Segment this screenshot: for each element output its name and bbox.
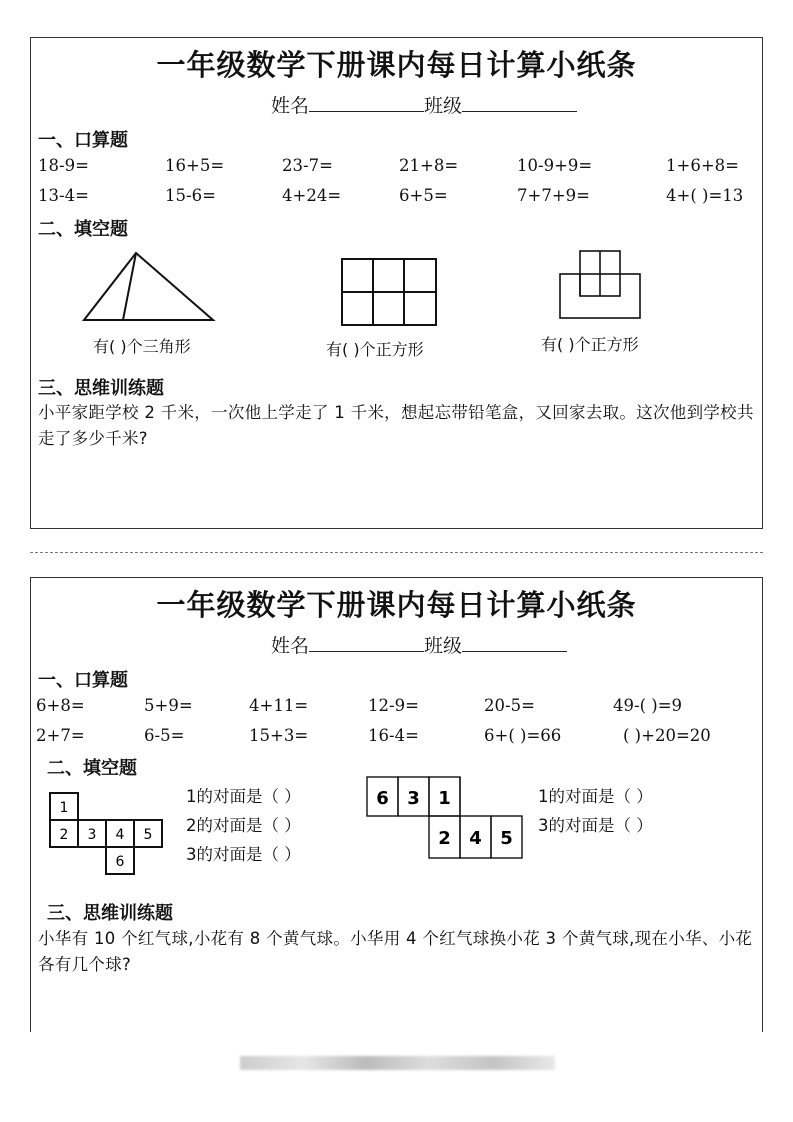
net1-question: 2的对面是（ ） xyxy=(186,816,301,835)
oral-item: 4+24= xyxy=(282,186,342,205)
blurred-footer-watermark xyxy=(240,1056,555,1070)
sheet-title: 一年级数学下册课内每日计算小纸条 xyxy=(156,588,637,622)
section-heading-fill: 二、填空题 xyxy=(47,758,137,779)
section-heading-thinking: 三、思维训练题 xyxy=(47,903,173,924)
oral-item: 1+6+8= xyxy=(666,156,739,175)
net2-cell: 6 xyxy=(376,788,389,809)
word-problem: 小平家距学校 2 千米，一次他上学走了 1 千米，想起忘带铅笔盒，又回家去取。这次他到学校共走了多少千米? xyxy=(38,403,754,448)
cube-net-1 xyxy=(49,792,167,876)
net2-cell: 5 xyxy=(500,828,513,849)
name-label: 姓名 xyxy=(271,95,310,117)
net1-cell: 1 xyxy=(59,800,69,816)
triangle-figure xyxy=(81,250,216,322)
oral-item: 49-( )=9 xyxy=(613,696,683,715)
oral-item: 16-4= xyxy=(368,726,419,745)
word-problem: 小华有 10 个红气球,小花有 8 个黄气球。小华用 4 个红气球换小花 3 个黄气球,现在小华、小花各有几个球? xyxy=(38,929,753,974)
section-heading-oral: 一、口算题 xyxy=(38,670,128,691)
class-blank[interactable] xyxy=(462,94,577,112)
net1-cell: 2 xyxy=(59,827,69,843)
oral-item: ( )+20=20 xyxy=(623,726,711,745)
name-blank[interactable] xyxy=(309,634,424,652)
oral-item: 15+3= xyxy=(249,726,309,745)
class-label: 班级 xyxy=(424,95,463,117)
cube-net-2 xyxy=(366,776,526,862)
oral-item: 10-9+9= xyxy=(517,156,593,175)
section-heading-oral: 一、口算题 xyxy=(38,130,128,151)
oral-item: 7+7+9= xyxy=(517,186,590,205)
oral-item: 13-4= xyxy=(38,186,89,205)
net1-question: 1的对面是（ ） xyxy=(186,787,301,806)
oral-item: 23-7= xyxy=(282,156,333,175)
class-label: 班级 xyxy=(424,635,463,657)
triangle-caption: 有( )个三角形 xyxy=(93,337,191,356)
oral-item: 18-9= xyxy=(38,156,89,175)
oral-item: 15-6= xyxy=(165,186,216,205)
oral-item: 5+9= xyxy=(144,696,193,715)
overlap-caption: 有( )个正方形 xyxy=(541,335,639,354)
net1-cell: 6 xyxy=(115,854,125,870)
net1-cell: 5 xyxy=(143,827,153,843)
oral-item: 12-9= xyxy=(368,696,419,715)
net2-cell: 3 xyxy=(407,788,420,809)
oral-item: 6+5= xyxy=(399,186,448,205)
net1-question: 3的对面是（ ） xyxy=(186,845,301,864)
net2-question: 1的对面是（ ） xyxy=(538,787,653,806)
net2-cell: 1 xyxy=(438,788,451,809)
oral-item: 6-5= xyxy=(144,726,185,745)
net2-cell: 2 xyxy=(438,828,451,849)
worksheet-card-2 xyxy=(30,577,763,1032)
name-blank[interactable] xyxy=(309,94,424,112)
grid-caption: 有( )个正方形 xyxy=(326,340,424,359)
name-class-line xyxy=(271,91,577,118)
oral-item: 2+7= xyxy=(36,726,85,745)
net2-question: 3的对面是（ ） xyxy=(538,816,653,835)
name-class-line xyxy=(271,631,567,658)
name-label: 姓名 xyxy=(271,635,310,657)
worksheet-card-1 xyxy=(30,37,763,529)
section-heading-thinking: 三、思维训练题 xyxy=(38,378,164,399)
net1-cell: 3 xyxy=(87,827,97,843)
oral-item: 6+( )=66 xyxy=(484,726,562,745)
oral-item: 4+11= xyxy=(249,696,309,715)
oral-item: 21+8= xyxy=(399,156,459,175)
oral-item: 16+5= xyxy=(165,156,225,175)
class-blank[interactable] xyxy=(462,634,567,652)
cut-line xyxy=(30,552,763,553)
square-grid-figure xyxy=(341,258,439,328)
oral-item: 4+( )=13 xyxy=(666,186,744,205)
sheet-title: 一年级数学下册课内每日计算小纸条 xyxy=(156,48,637,82)
oral-item: 20-5= xyxy=(484,696,535,715)
overlap-squares-figure xyxy=(559,250,643,320)
oral-item: 6+8= xyxy=(36,696,85,715)
section-heading-fill: 二、填空题 xyxy=(38,219,128,240)
net1-cell: 4 xyxy=(115,827,125,843)
net2-cell: 4 xyxy=(469,828,482,849)
